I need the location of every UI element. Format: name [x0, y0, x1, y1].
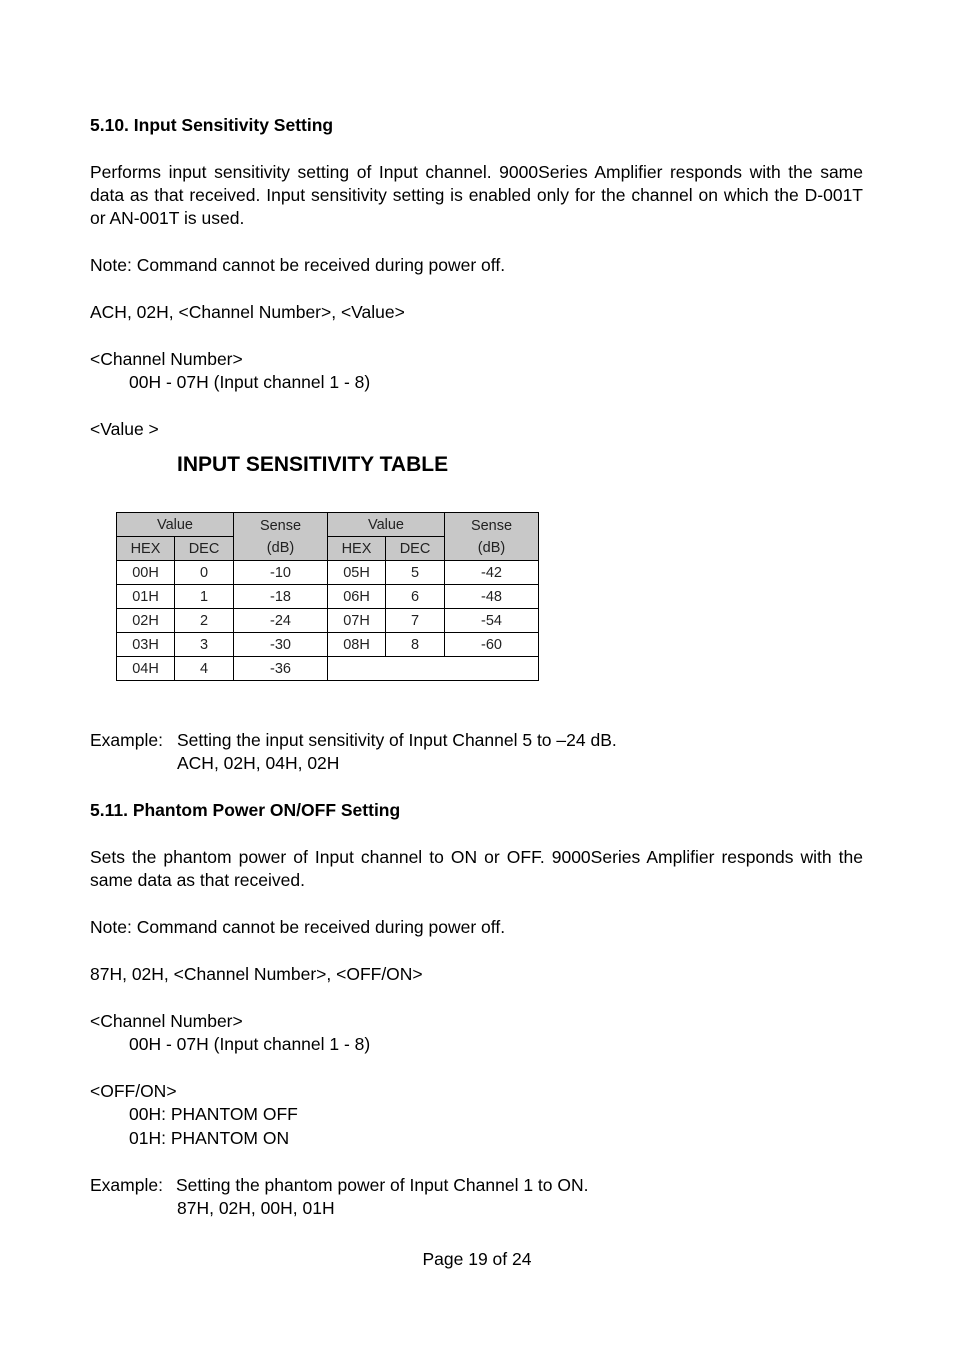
cell-dec: 3	[175, 633, 234, 657]
section-heading-5-11: 5.11. Phantom Power ON/OFF Setting	[90, 800, 401, 820]
cell-sense: -30	[234, 633, 328, 657]
section-5-10-note: Note: Command cannot be received during power off.	[90, 255, 506, 275]
section-heading-5-10: 5.10. Input Sensitivity Setting	[90, 115, 334, 135]
cell-dec: 5	[386, 561, 445, 585]
cell-sense: -60	[445, 633, 539, 657]
header-sense-left: Sense (dB)	[234, 513, 328, 561]
cell-dec: 2	[175, 609, 234, 633]
header-dec-left: DEC	[175, 537, 234, 561]
table-title: INPUT SENSITIVITY TABLE	[177, 453, 449, 476]
example-command-5-10: ACH, 02H, 04H, 02H	[177, 753, 340, 773]
cell-sense: -18	[234, 585, 328, 609]
cell-hex: 03H	[117, 633, 175, 657]
table-header-row	[117, 513, 539, 537]
cell-dec: 1	[175, 585, 234, 609]
table-row	[117, 633, 539, 657]
example-command-5-11: 87H, 02H, 00H, 01H	[177, 1198, 335, 1218]
cell-dec: 6	[386, 585, 445, 609]
cell-sense: -42	[445, 561, 539, 585]
cell-hex: 07H	[328, 609, 386, 633]
phantom-off-option: 00H: PHANTOM OFF	[129, 1104, 298, 1124]
cell-sense: -54	[445, 609, 539, 633]
page-number: Page 19 of 24	[422, 1249, 532, 1269]
phantom-on-option: 01H: PHANTOM ON	[129, 1128, 290, 1148]
cell-hex: 01H	[117, 585, 175, 609]
cell-dec: 7	[386, 609, 445, 633]
channel-number-range-5-11: 00H - 07H (Input channel 1 - 8)	[129, 1034, 371, 1054]
header-value-right: Value	[328, 513, 445, 537]
cell-sense: -24	[234, 609, 328, 633]
section-5-10-paragraph: Performs input sensitivity setting of Input channel. 9000Series Amplifier responds with the same data as that received. Input sensitivity setting is enabled only for the channel on which the D-001T or AN-001T is used.	[90, 162, 863, 228]
table-row	[117, 657, 539, 681]
cell-hex: 05H	[328, 561, 386, 585]
table-row	[117, 561, 539, 585]
cell-dec: 0	[175, 561, 234, 585]
section-5-10-command: ACH, 02H, <Channel Number>, <Value>	[90, 302, 405, 322]
cell-hex: 02H	[117, 609, 175, 633]
cell-sense: -36	[234, 657, 328, 681]
example-label-5-11: Example:	[90, 1175, 163, 1195]
input-sensitivity-table	[116, 512, 539, 681]
cell-sense: -48	[445, 585, 539, 609]
cell-dec: 4	[175, 657, 234, 681]
channel-number-label-5-11: <Channel Number>	[90, 1011, 243, 1031]
cell-hex: 08H	[328, 633, 386, 657]
offon-label: <OFF/ON>	[90, 1081, 177, 1101]
empty-cell	[328, 657, 539, 681]
example-text-5-11: Setting the phantom power of Input Channel 1 to ON.	[176, 1175, 589, 1195]
table-row	[117, 609, 539, 633]
example-label-5-10: Example:	[90, 730, 163, 750]
section-5-11-paragraph: Sets the phantom power of Input channel to ON or OFF. 9000Series Amplifier responds with the same data as that received.	[90, 847, 863, 890]
header-hex-right: HEX	[328, 537, 386, 561]
header-dec-right: DEC	[386, 537, 445, 561]
section-5-11-command: 87H, 02H, <Channel Number>, <OFF/ON>	[90, 964, 423, 984]
channel-number-range: 00H - 07H (Input channel 1 - 8)	[129, 372, 371, 392]
cell-hex: 06H	[328, 585, 386, 609]
example-text-5-10: Setting the input sensitivity of Input Channel 5 to –24 dB.	[177, 730, 617, 750]
value-label: <Value >	[90, 419, 159, 439]
channel-number-label: <Channel Number>	[90, 349, 243, 369]
header-value-left: Value	[117, 513, 234, 537]
cell-hex: 04H	[117, 657, 175, 681]
header-sense-right: Sense (dB)	[445, 513, 539, 561]
cell-hex: 00H	[117, 561, 175, 585]
table-row	[117, 585, 539, 609]
section-5-11-note: Note: Command cannot be received during power off.	[90, 917, 506, 937]
cell-sense: -10	[234, 561, 328, 585]
cell-dec: 8	[386, 633, 445, 657]
header-hex-left: HEX	[117, 537, 175, 561]
